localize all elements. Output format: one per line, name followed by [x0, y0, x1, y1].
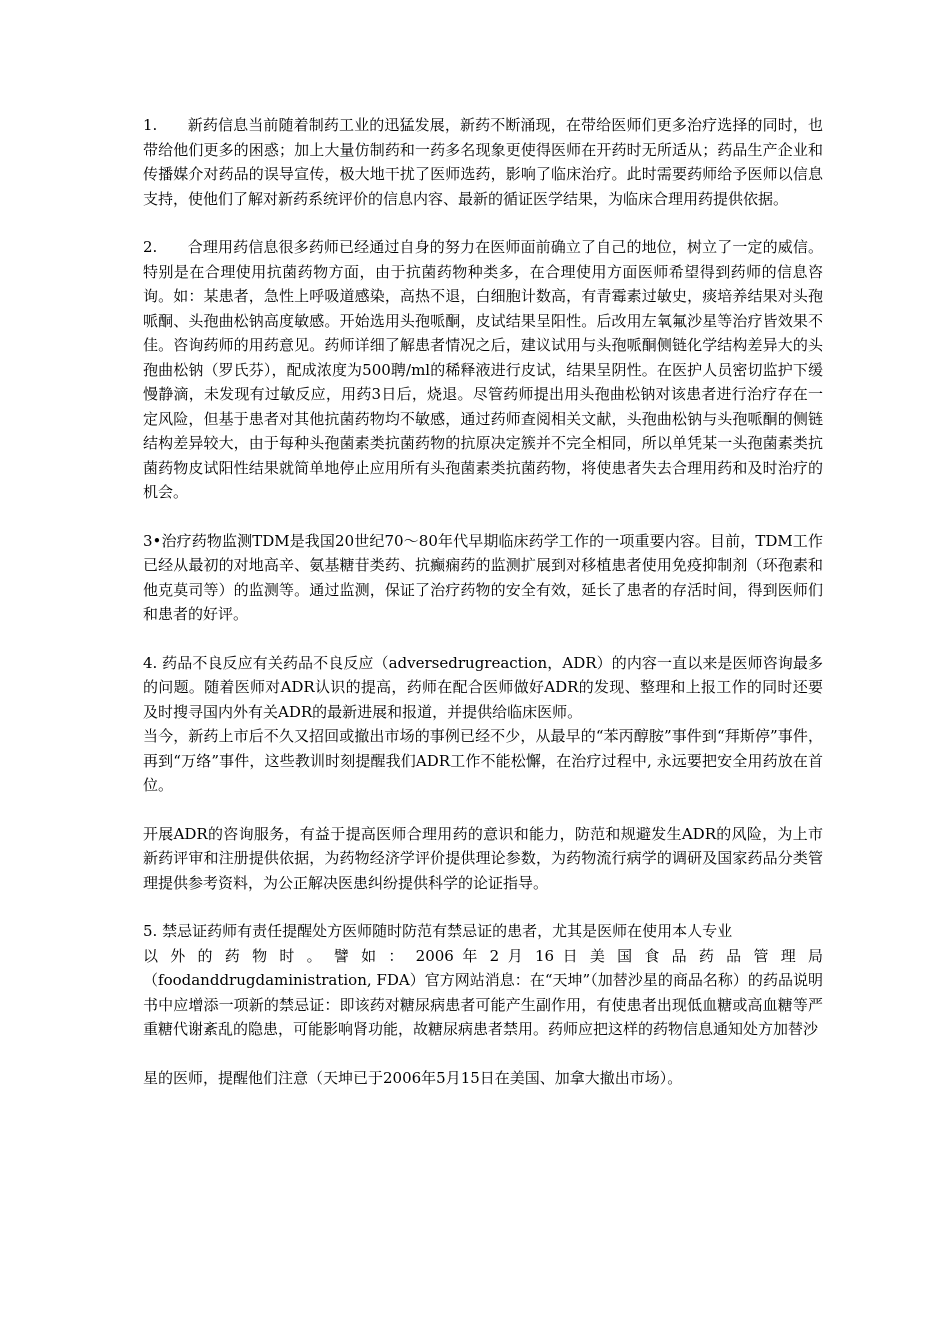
paragraph-closing: 星的医师，提醒他们注意（天坤已于2006年5月15日在美国、加拿大撤出市场）。	[143, 1068, 683, 1087]
paragraph-contraindication-line1: 5. 禁忌证药师有责任提醒处方医师随时防范有禁忌证的患者，尤其是医师在使用本人专业	[143, 922, 733, 940]
paragraph-adr: 4. 药品不良反应有关药品不良反应（adversedrugreaction，ADR）的内容一直以来是医师咨询最多的问题。随着医师对ADR认识的提高，药师在配合医师做好ADR的发现、整理和上报工作的同时还要及时搜寻国内外有关ADR的最新进展和报道，并提供给临床医师。	[143, 653, 823, 721]
paragraph-adr-consulting: 开展ADR的咨询服务，有益于提高医师合理用药的意识和能力，防范和规避发生ADR的风险，为上市新药评审和注册提供依据，为药物经济学评价提供理论参数，为药物流行病学的调研及国家药品分类管理提供参考资料，为公正解决医患纠纷提供科学的论证指导。	[143, 824, 823, 892]
paragraph-spacer	[143, 211, 823, 235]
paragraph-tdm: 3•治疗药物监测TDM是我国20世纪70〜80年代早期临床药学工作的一项重要内容。目前，TDM工作已经从最初的对地高辛、氨基糖苷类药、抗癫痫药的监测扩展到对移植患者使用免疫抑制剂（环孢素和他克莫司等）的监测等。通过监测，保证了治疗药物的安全有效，延长了患者的存活时间，得到医师们和患者的好评。	[143, 531, 823, 623]
paragraph-adr-cases: 当今，新药上市后不久又招回或撤出市场的事例已经不少，从最早的“苯丙醇胺”事件到“拜斯停”事件，再到“万络”事件，这些教训时刻提醒我们ADR工作不能松懈，在治疗过程中, 永远要把安全用药放在首位。	[143, 727, 823, 794]
paragraph-spacer	[143, 798, 823, 822]
paragraph-spacer	[143, 1042, 823, 1066]
paragraph-contraindication-line2: 以 外 的 药 物 时 。 譬 如 ： 2006 年 2 月 16 日 美 国 食 品 药 品 管 理 局	[143, 946, 823, 965]
paragraph-new-drug-info: 1. 新药信息当前随着制药工业的迅猛发展，新药不断涌现，在带给医师们更多治疗选择的同时，也带给他们更多的困惑；加上大量仿制药和一药多名现象更使得医师在开药时无所适从；药品生产企业和传播媒介对药品的误导宣传，极大地干扰了医师选药，影响了临床治疗。此时需要药师给予医师以信息支持，使他们了解对新药系统评价的信息内容、最新的循证医学结果，为临床合理用药提供依据。	[143, 116, 823, 208]
paragraph-rational-drug-use: 2. 合理用药信息很多药师已经通过自身的努力在医师面前确立了自己的地位，树立了一定的威信。特别是在合理使用抗菌药物方面，由于抗菌药物种类多，在合理使用方面医师希望得到药师的信息咨询。如：某患者，急性上呼吸道感染，高热不退，白细胞计数高，有青霉素过敏史，痰培养结果对头孢哌酮、头孢曲松钠高度敏感。开始选用头孢哌酮，皮试结果呈阳性。后改用左氧氟沙星等治疗皆效果不佳。咨询药师的用药意见。药师详细了解患者情况之后，建议试用与头孢哌酮侧链化学结构差异大的头孢曲松钠（罗氏芬），配成浓度为500聘/ml的稀释液进行皮试，结果呈阴性。在医护人员密切监护下缓慢静滴，未发现有过敏反应，用药3日后，烧退。尽管药师提出用头孢曲松钠对该患者进行治疗存在一定风险，但基于患者对其他抗菌药物均不敏感，通过药师查阅相关文献，头孢曲松钠与头孢哌酮的侧链结构差异较大，由于每种头孢菌素类抗菌药物的抗原决定簇并不完全相同，所以单凭某一头孢菌素类抗菌药物皮试阳性结果就简单地停止应用所有头孢菌素类抗菌药物，将使患者失去合理用药和及时治疗的机会。	[143, 238, 823, 501]
document-page	[143, 113, 823, 1090]
paragraph-contraindication-body: （foodanddrugdaministration, FDA）官方网站消息：在“天坤”（加替沙星的商品名称）的药品说明书中应增添一项新的禁忌证：即该药对糖尿病患者可能产生副作用，有使患者出现低血糖或高血糖等严重糖代谢紊乱的隐患，可能影响肾功能，故糖尿病患者禁用。药师应把这样的药物信息通知处方加替沙	[143, 971, 823, 1038]
paragraph-spacer	[143, 895, 823, 919]
paragraph-spacer	[143, 505, 823, 529]
paragraph-spacer	[143, 627, 823, 651]
